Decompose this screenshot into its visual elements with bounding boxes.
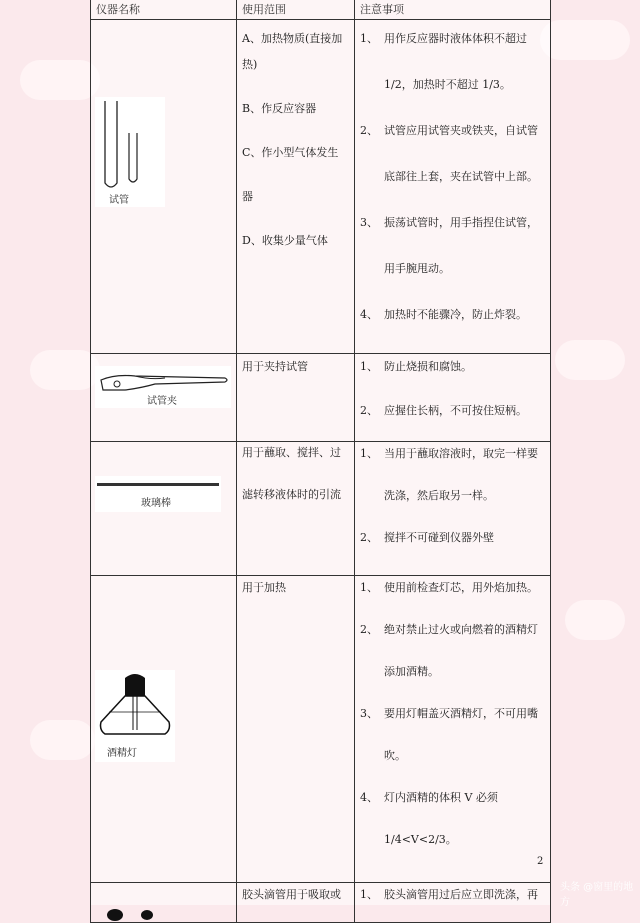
- note-item: [360, 214, 545, 276]
- header-notes: 注意事项: [355, 0, 551, 20]
- page-number: 2: [537, 856, 544, 867]
- decorative-cloud: [540, 20, 630, 60]
- test-tube-holder-image: [95, 366, 231, 408]
- use-line: 滤转移液体时的引流: [242, 488, 341, 501]
- note-line: 洗涤，然后取另一样。: [384, 489, 494, 502]
- instrument-cell: [91, 442, 237, 576]
- decorative-cloud: [565, 600, 625, 640]
- instrument-label: 试管夹: [147, 396, 177, 407]
- note-line: 搅拌不可碰到仪器外壁: [384, 531, 494, 544]
- watermark: 头条 @窗里的地方: [560, 882, 634, 908]
- notes-cell: [355, 883, 551, 923]
- note-line: 绝对禁止过火或向燃着的酒精灯: [384, 623, 538, 636]
- notes-cell: [355, 442, 551, 576]
- note-number: 4、: [360, 308, 378, 321]
- note-item: [360, 529, 545, 545]
- use-line: 热): [242, 58, 258, 71]
- use-cell: [237, 442, 355, 576]
- note-line: 防止烧损和腐蚀。: [384, 360, 472, 373]
- note-line: 用手腕甩动。: [384, 262, 450, 275]
- use-line: 用于夹持试管: [242, 360, 308, 373]
- use-line: A、加热物质(直接加: [242, 32, 343, 45]
- instrument-label: 酒精灯: [107, 748, 137, 759]
- note-line: 用作反应器时液体体积不超过: [384, 32, 527, 45]
- note-line: 要用灯帽盖灭酒精灯，不可用嘴: [384, 707, 538, 720]
- decorative-cloud: [20, 60, 100, 100]
- note-item: [360, 621, 545, 679]
- instrument-cell: [91, 20, 237, 354]
- table-row: [91, 20, 551, 354]
- instrument-cell: [91, 883, 237, 923]
- dropper-icon: [101, 901, 161, 921]
- test-tube-image: [95, 97, 165, 207]
- glass-rod-image: [95, 476, 221, 512]
- note-line: 使用前检查灯芯，用外焰加热。: [384, 581, 538, 594]
- note-line: 添加酒精。: [384, 665, 439, 678]
- note-line: 吹。: [384, 749, 406, 762]
- note-number: 2、: [360, 404, 378, 417]
- instrument-label: 试管: [109, 195, 129, 206]
- table-row: [91, 576, 551, 883]
- note-line: 1/4<V<2/3。: [384, 833, 457, 846]
- note-line: 加热时不能骤冷，防止炸裂。: [384, 308, 527, 321]
- use-cell: [237, 883, 355, 923]
- note-line: 当用于蘸取溶液时，取完一样要: [384, 447, 538, 460]
- note-number: 3、: [360, 707, 378, 720]
- use-line: B、作反应容器: [242, 102, 317, 115]
- test-tube-icon: [95, 97, 165, 207]
- note-line: 应握住长柄，不可按住短柄。: [384, 404, 527, 417]
- table-row: [91, 883, 551, 923]
- note-item: [360, 705, 545, 763]
- note-line: 1/2，加热时不超过 1/3。: [384, 78, 511, 91]
- note-number: 1、: [360, 447, 378, 460]
- note-item: [360, 30, 545, 92]
- note-item: [360, 445, 545, 503]
- note-line: 底部往上套，夹在试管中上部。: [384, 170, 538, 183]
- note-number: 2、: [360, 623, 378, 636]
- alcohol-lamp-image: [95, 670, 175, 762]
- header-name: 仪器名称: [91, 0, 237, 20]
- note-line: 振荡试管时，用手指捏住试管，: [384, 216, 538, 229]
- decorative-cloud: [30, 720, 95, 760]
- note-number: 4、: [360, 791, 378, 804]
- glass-rod-icon: [95, 476, 221, 490]
- notes-cell: [355, 354, 551, 442]
- use-cell: [237, 354, 355, 442]
- notes-cell: [355, 20, 551, 354]
- use-line: 用于加热: [242, 581, 286, 594]
- note-item: [360, 579, 545, 595]
- note-item: [360, 789, 545, 847]
- table-header-row: [91, 0, 551, 20]
- use-line: D、收集少量气体: [242, 234, 328, 247]
- instrument-cell: [91, 576, 237, 883]
- use-cell: [237, 576, 355, 883]
- note-line: 灯内酒精的体积 V 必须: [384, 791, 498, 804]
- decorative-cloud: [555, 340, 625, 380]
- note-item: [360, 306, 545, 322]
- note-number: 1、: [360, 581, 378, 594]
- note-item: [360, 886, 545, 902]
- note-item: [360, 122, 545, 184]
- alcohol-lamp-icon: [95, 670, 175, 750]
- use-line: 器: [242, 190, 253, 203]
- table-row: [91, 354, 551, 442]
- use-line: 胶头滴管用于吸取或: [242, 888, 341, 901]
- note-number: 3、: [360, 216, 378, 229]
- use-cell: [237, 20, 355, 354]
- note-line: 试管应用试管夹或铁夹，自试管: [384, 124, 538, 137]
- note-number: 1、: [360, 360, 378, 373]
- table-row: [91, 442, 551, 576]
- instrument-label: 玻璃棒: [141, 498, 171, 509]
- note-item: [360, 402, 545, 418]
- header-use: 使用范围: [237, 0, 355, 20]
- note-number: 1、: [360, 888, 378, 901]
- note-line: 胶头滴管用过后应立即洗涤，再: [384, 888, 538, 901]
- use-line: C、作小型气体发生: [242, 146, 339, 159]
- instrument-table: [90, 0, 551, 923]
- note-number: 1、: [360, 32, 378, 45]
- note-number: 2、: [360, 124, 378, 137]
- note-item: [360, 358, 545, 374]
- instrument-cell: [91, 354, 237, 442]
- note-number: 2、: [360, 531, 378, 544]
- notes-cell: [355, 576, 551, 883]
- use-line: 用于蘸取、搅拌、过: [242, 446, 341, 459]
